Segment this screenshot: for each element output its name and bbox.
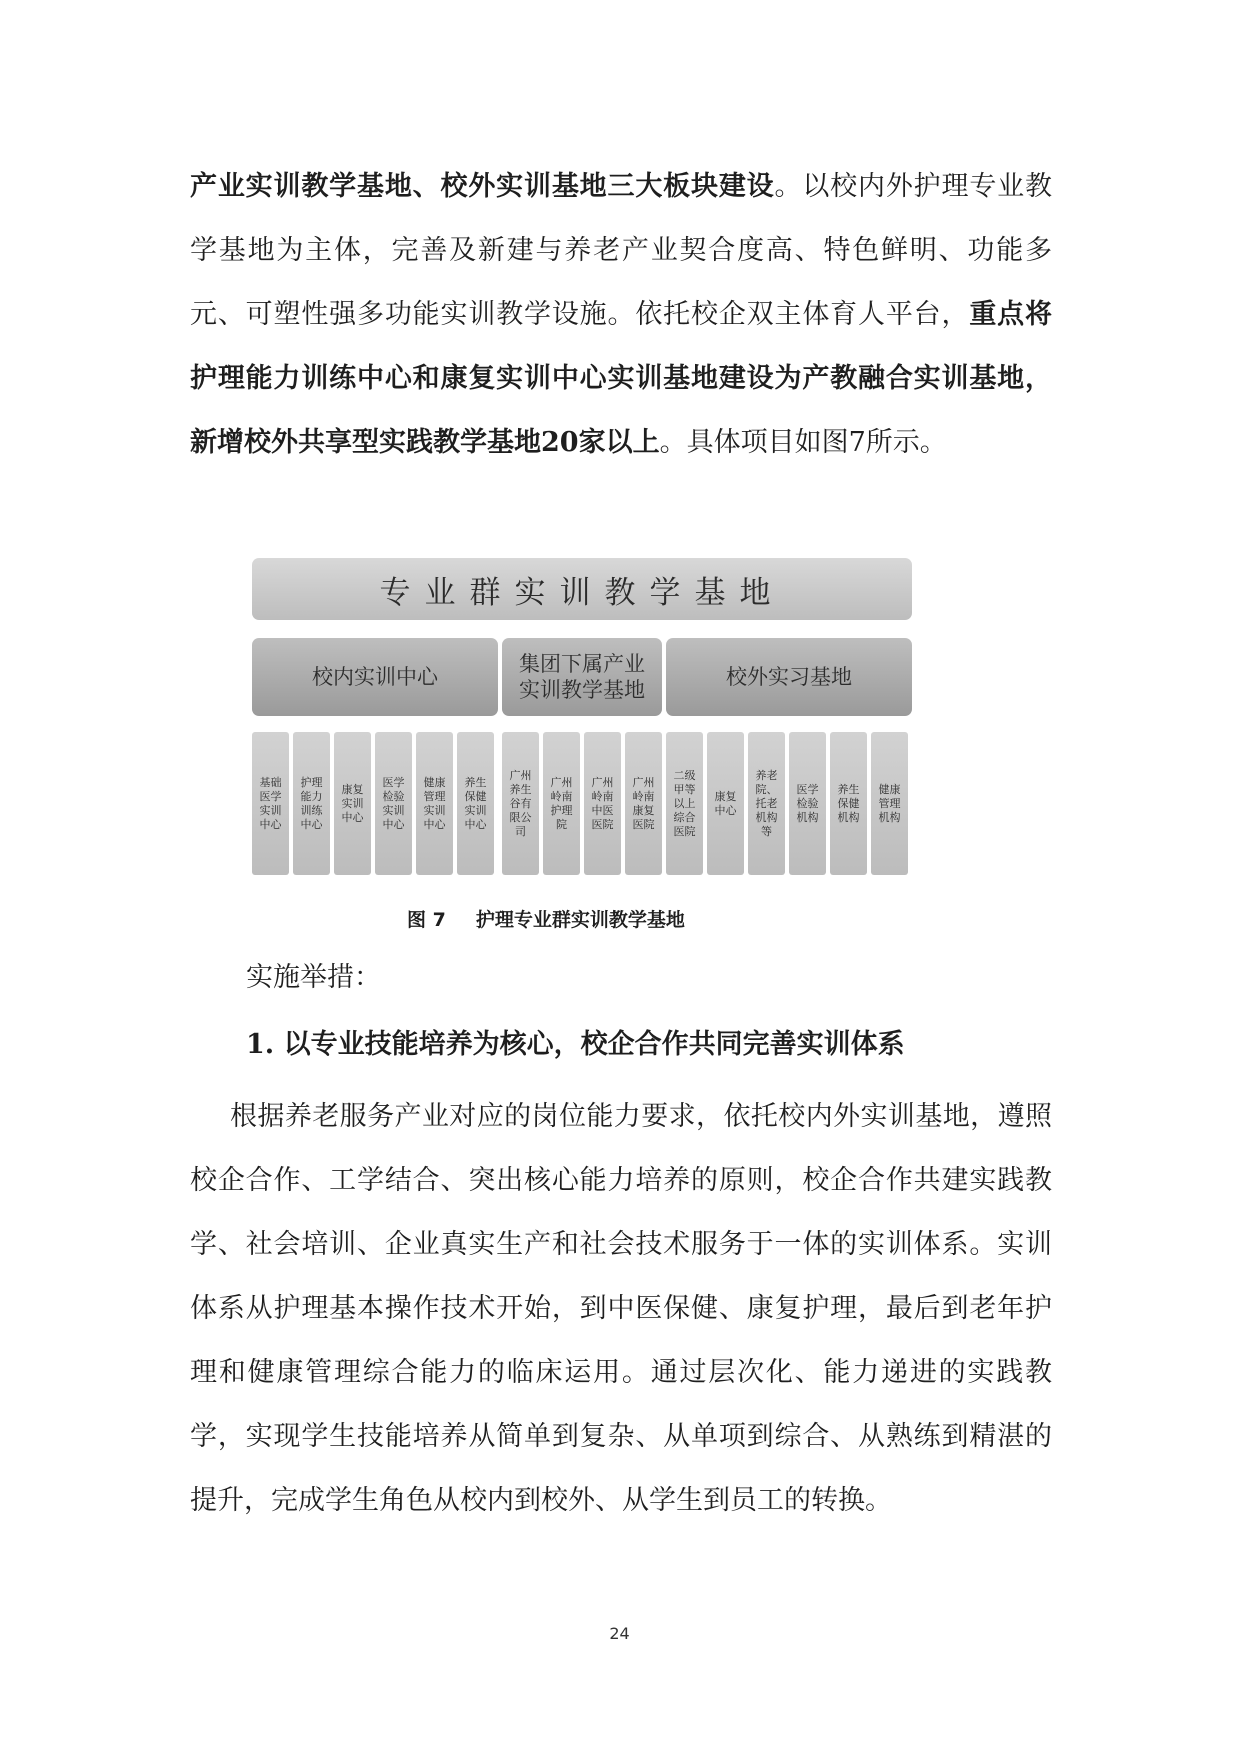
diagram-leaf: 二级 甲等 以上 综合 医院 (666, 732, 703, 875)
diagram-leaf: 医学 检验 机构 (789, 732, 826, 875)
diagram-leaf: 广州 岭南 中医 医院 (584, 732, 621, 875)
subsection-heading: 1. 以专业技能培养为核心，校企合作共同完善实训体系 (246, 1029, 905, 1060)
figure-title: 护理专业群实训教学基地 (475, 909, 685, 931)
diagram-leaf: 健康 管理 机构 (871, 732, 908, 875)
diagram-leaf: 广州 岭南 康复 医院 (625, 732, 662, 875)
paragraph-body: 根据养老服务产业对应的岗位能力要求，依托校内外实训基地，遵照校企合作、工学结合、突出核心能力培养的原则，校企合作共建实践教学、社会培训、企业真实生产和社会技术服务于一体的实训体系。实训体系从护理基本操作技术开始，到中医保健、康复护理，最后到老年护理和健康管理综合能力的临床运用。通过层次化、能力递进的实践教学，实现学生技能培养从简单到复杂、从单项到综合、从熟练到精湛的提升，完成学生角色从校内到校外、从学生到员工的转换。 (190, 1101, 1052, 1516)
diagram-branch-group-industry: 集团下属产业实训教学基地 (502, 638, 662, 716)
diagram-leaf: 养生 保健 实训 中心 (457, 732, 494, 875)
diagram-leaf: 广州 养生 谷有 限公 司 (502, 732, 539, 875)
body-text: 。以校内外护理专业教学基地为主体，完善及新建与养老产业契合度高、特色鲜明、功能多元、可塑性强多功能实训教学设施。依托校企双主体育人平台， (190, 171, 1052, 330)
page-number: 24 (609, 1624, 630, 1643)
diagram-leaf: 养老 院、 托老 机构 等 (748, 732, 785, 875)
diagram-leaf: 护理 能力 训练 中心 (293, 732, 330, 875)
diagram-leaf: 康复 中心 (707, 732, 744, 875)
diagram-leaf: 广州 岭南 护理 院 (543, 732, 580, 875)
bold-text: 产业实训教学基地、校外实训基地三大板块建设 (190, 171, 775, 202)
diagram-leaf: 康复 实训 中心 (334, 732, 371, 875)
paragraph-intro (190, 155, 1052, 475)
figure-number: 图 7 (407, 909, 446, 931)
body-text: 。具体项目如图7所示。 (659, 427, 947, 458)
training-base-diagram (250, 558, 910, 880)
figure-caption (407, 905, 685, 932)
diagram-leaf: 健康 管理 实训 中心 (416, 732, 453, 875)
section-heading: 实施举措： (246, 962, 381, 993)
diagram-root-box: 专业群实训教学基地 (252, 558, 912, 620)
diagram-leaf: 基础 医学 实训 中心 (252, 732, 289, 875)
diagram-branch-on-campus: 校内实训中心 (252, 638, 498, 716)
diagram-leaf: 医学 检验 实训 中心 (375, 732, 412, 875)
diagram-branch-off-campus: 校外实习基地 (666, 638, 912, 716)
diagram-leaf: 养生 保健 机构 (830, 732, 867, 875)
bold-text: 重点将护理能力训练中心和康复实训中心实训基地建设为产教融合实训基地，新增校外共享型实践教学基地20家以上 (190, 299, 1053, 458)
